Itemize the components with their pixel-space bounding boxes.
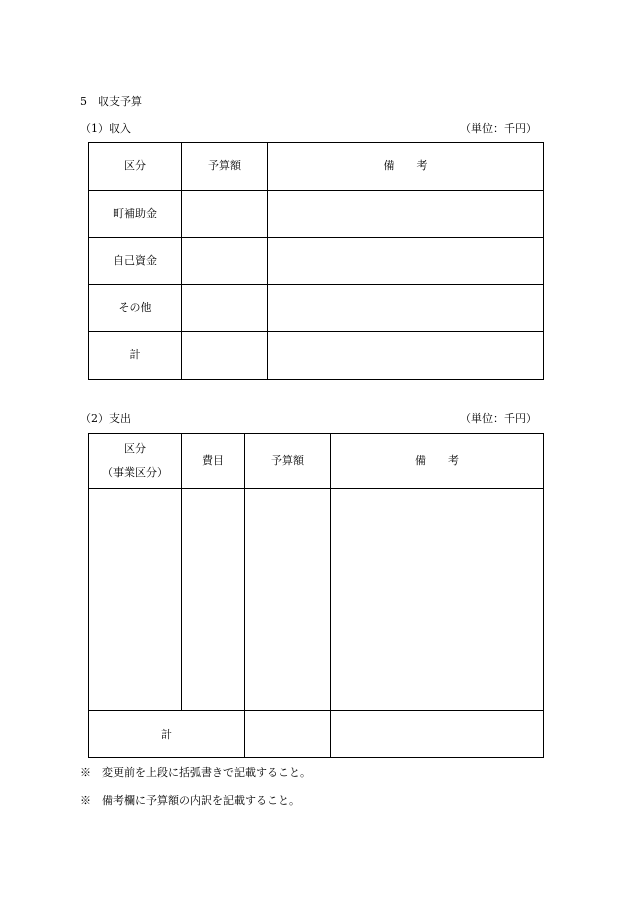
expenditure-heading: （2）支出	[80, 412, 131, 425]
income-row-label: 計	[129, 348, 141, 361]
note: ※ 変更前を上段に括弧書きで記載すること。	[80, 766, 311, 779]
income-table	[88, 142, 544, 380]
income-unit: （単位：千円）	[460, 122, 537, 135]
expenditure-header-remarks: 備 考	[415, 454, 459, 467]
expenditure-header-category: 区分	[124, 442, 146, 455]
income-row-label: その他	[118, 301, 152, 314]
section-title: 5 収支予算	[80, 95, 142, 108]
expenditure-total-label: 計	[161, 728, 172, 741]
income-header-category: 区分	[124, 159, 146, 172]
expenditure-header-item: 費目	[202, 454, 224, 467]
income-header-budget: 予算額	[208, 159, 241, 172]
expenditure-unit: （単位：千円）	[460, 412, 537, 425]
income-row-label: 町補助金	[113, 207, 157, 220]
income-header-remarks: 備 考	[383, 159, 428, 172]
income-row-label: 自己資金	[113, 254, 157, 267]
expenditure-table	[88, 433, 544, 758]
income-heading: （1）収入	[80, 122, 131, 135]
expenditure-header-budget: 予算額	[271, 454, 304, 467]
note: ※ 備考欄に予算額の内訳を記載すること。	[80, 794, 300, 807]
expenditure-header-category-sub: （事業区分）	[102, 466, 168, 479]
